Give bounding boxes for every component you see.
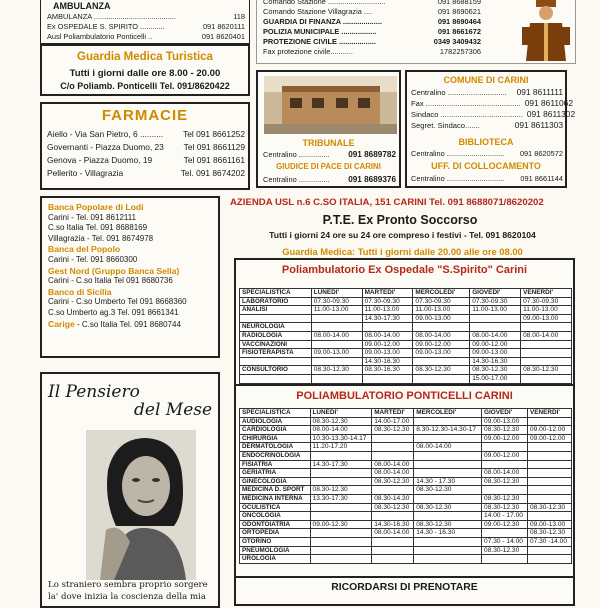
hours-cell — [310, 451, 372, 460]
ponticelli-schedule-table — [239, 408, 572, 564]
collocamento-title: UFF. DI COLLOCAMENTO — [431, 161, 541, 171]
tribunale-list — [263, 150, 396, 160]
hours-cell: 09.00-12.00 — [470, 340, 521, 349]
hours-cell — [527, 451, 571, 460]
table-row — [240, 460, 572, 469]
hours-cell: 08.00-14.00 — [414, 443, 482, 452]
hours-cell: 09.00-13.00 — [482, 417, 528, 426]
pensiero-quote-2: la' dove inizia la coscienza della mia — [48, 592, 207, 602]
list-item: Fax protezione civile........... 1782257306 — [263, 47, 481, 56]
hours-cell — [372, 546, 414, 555]
hours-cell — [414, 451, 482, 460]
hours-cell — [527, 443, 571, 452]
hours-cell — [310, 555, 372, 564]
hours-cell: 8.30-12.30-14.30-17 — [414, 426, 482, 435]
hours-cell: 14.30 - 16.30 — [414, 529, 482, 538]
hours-cell — [414, 434, 482, 443]
hours-cell — [527, 486, 571, 495]
hours-cell — [414, 512, 482, 521]
column-header: MARTEDI' — [362, 289, 413, 298]
specialty-cell: GINECOLOGIA — [240, 477, 311, 486]
table-row — [240, 331, 572, 340]
list-item: Carini - C.so Umberto Tel 091 8668360 — [48, 297, 187, 307]
list-item: Fax ............................................. 091 8611062 — [411, 98, 574, 108]
specialty-cell: DERMATOLOGIA — [240, 443, 311, 452]
guardia-medica-hours: Guardia Medica: Tutti i giorni dalle 20.00 alle ore 08.00 — [282, 246, 523, 257]
hours-cell: 08.00-14.00 — [310, 426, 372, 435]
list-item: Centralino ............... 091 8689376 — [263, 175, 396, 184]
hours-cell: 09.00-12.00 — [527, 426, 571, 435]
hours-cell — [527, 494, 571, 503]
list-item: Centralino ............................ 091 8620572 — [411, 149, 563, 158]
list-item: Pellerito - Villagrazia Tel. 091 8674202 — [47, 168, 245, 178]
list-item: Centralino ............................ 091 8611111 — [411, 87, 563, 97]
pensiero-title-b: del Mese — [134, 400, 213, 420]
farmacie-title: FARMACIE — [101, 107, 189, 124]
hours-cell: 08.30-14.30 — [372, 494, 414, 503]
guardia-turistica-title: Guardia Medica Turistica — [77, 51, 213, 63]
table-row — [240, 494, 572, 503]
hours-cell — [470, 323, 521, 332]
specialty-cell: ENDOCRINOLOGIA — [240, 451, 311, 460]
hours-cell: 08.30-12.30 — [310, 417, 372, 426]
biblioteca-list — [411, 149, 563, 159]
specialty-cell: CHIRURGIA — [240, 434, 311, 443]
hours-cell — [413, 357, 470, 366]
table-row — [240, 426, 572, 435]
table-row — [240, 417, 572, 426]
hours-cell: 07.30-09.30 — [470, 297, 521, 306]
list-item: Sindaco ....................................... 091 8611302 — [411, 109, 576, 119]
pensiero-quote-1: Lo straniero sembra proprio sorgere — [48, 580, 208, 590]
specialty-cell — [240, 374, 312, 383]
list-item: Comando Stazione ............................ 091 8688159 — [263, 0, 481, 6]
hours-cell: 09.00-13.00 — [521, 314, 572, 323]
list-item: POLIZIA MUNICIPALE ................. 091 8661672 — [263, 27, 481, 36]
hours-cell: 09.00-12.00 — [527, 434, 571, 443]
column-header: VENERDI' — [521, 289, 572, 298]
hours-cell: 08.30-12.30 — [310, 486, 372, 495]
hours-cell: 09.00-13.00 — [527, 520, 571, 529]
hours-cell — [310, 537, 372, 546]
specialty-cell: FISIOTERAPISTA — [240, 349, 312, 358]
hours-cell: 08.30-12.30 — [527, 529, 571, 538]
hours-cell: 09.00-13.00 — [413, 349, 470, 358]
table-row — [240, 323, 572, 332]
pensiero-title-a: Il Pensiero — [48, 382, 140, 402]
ambulanza-list — [47, 12, 245, 42]
hours-cell: 07.30-09.30 — [521, 297, 572, 306]
hours-cell — [413, 374, 470, 383]
hours-cell: 11.00-13.00 — [311, 306, 362, 315]
hours-cell: 09.00-12.00 — [482, 451, 528, 460]
list-item: Governanti - Piazza Duomo, 23 Tel 091 8661129 — [47, 142, 245, 152]
table-row — [240, 340, 572, 349]
specialty-cell: OTORINO — [240, 537, 311, 546]
collocamento-list — [411, 174, 563, 184]
hours-cell — [527, 417, 571, 426]
hours-cell: 08.00-14.00 — [311, 331, 362, 340]
pte-hours: Tutti i giorni 24 ore su 24 ore compreso i festivi - Tel. 091 8620104 — [269, 230, 536, 240]
hours-cell: 09.00-13.00 — [362, 349, 413, 358]
hours-cell — [521, 357, 572, 366]
list-item: GUARDIA DI FINANZA ................... 091 8690464 — [263, 17, 481, 26]
hours-cell: 08.30-12.30 — [413, 366, 470, 375]
hours-cell — [527, 469, 571, 478]
hours-cell: 14.30-17.30 — [362, 314, 413, 323]
list-item: Carini - C.so Italia Tel 091 8680736 — [48, 276, 173, 286]
hours-cell — [521, 374, 572, 383]
farmacie-box — [40, 102, 250, 190]
hours-cell — [482, 486, 528, 495]
specialty-cell: ONCOLOGIA — [240, 512, 311, 521]
table-row — [240, 357, 572, 366]
hours-cell: 08.30-12.30 — [482, 546, 528, 555]
hours-cell: 14.00 - 17.00 — [482, 512, 528, 521]
ambulanza-title: AMBULANZA — [53, 1, 111, 11]
hours-cell — [413, 323, 470, 332]
hours-cell: 07.30-09.30 — [311, 297, 362, 306]
tribunale-title: TRIBUNALE — [302, 138, 355, 148]
column-header: LUNEDI' — [310, 409, 372, 418]
table-row — [240, 486, 572, 495]
hours-cell — [521, 323, 572, 332]
hours-cell: 14.00-17.00 — [372, 417, 414, 426]
list-item: Ex OSPEDALE S. SPIRITO ............ 091 8620111 — [47, 22, 245, 31]
prenotare-title: RICORDARSI DI PRENOTARE — [331, 582, 478, 593]
police-box — [256, 0, 576, 64]
specialty-cell: ODONTOIATRIA — [240, 520, 311, 529]
hours-cell: 08.00-14.00 — [413, 331, 470, 340]
hours-cell: 11.00-13.00 — [521, 306, 572, 315]
hours-cell: 08.00-14.00 — [521, 331, 572, 340]
giudice-pace-list — [263, 175, 396, 185]
hours-cell: 09.00-12.00 — [482, 434, 528, 443]
hours-cell — [482, 555, 528, 564]
hours-cell: 08.30-12.30 — [482, 503, 528, 512]
hours-cell — [527, 555, 571, 564]
list-item: Carini - Tel. 091 8612111 — [48, 212, 137, 222]
column-header: SPECIALISTICA — [240, 409, 311, 418]
hours-cell — [482, 529, 528, 538]
hours-cell: 11.00-13.00 — [413, 306, 470, 315]
column-header: VENERDI' — [527, 409, 571, 418]
hours-cell: 08.00-14.00 — [372, 469, 414, 478]
hours-cell — [482, 443, 528, 452]
table-row — [240, 512, 572, 521]
pte-title: P.T.E. Ex Pronto Soccorso — [322, 213, 478, 227]
hours-cell: 11.20-17.20 — [310, 443, 372, 452]
specialty-cell: CARDIOLOGIA — [240, 426, 311, 435]
list-item: Centralino ............... 091 8689782 — [263, 150, 396, 159]
biblioteca-title: BIBLIOTECA — [458, 137, 514, 147]
column-header: GIOVEDI' — [482, 409, 528, 418]
specialty-cell: RADIOLOGIA — [240, 331, 312, 340]
bank-title: Banca Popolare di Lodi — [48, 202, 144, 212]
hours-cell: 08.30-12.30 — [372, 426, 414, 435]
building-photo — [264, 76, 397, 134]
hours-cell — [527, 460, 571, 469]
hours-cell: 08.00-14.00 — [372, 460, 414, 469]
list-item: C.so Italia Tel. 091 8688169 — [48, 223, 148, 233]
column-header: MERCOLEDI' — [414, 409, 482, 418]
list-item: Genova - Piazza Duomo, 19 Tel 091 8661161 — [47, 155, 245, 165]
hours-cell: 08.30-12.30 — [372, 477, 414, 486]
hours-cell — [527, 512, 571, 521]
table-header-row — [240, 289, 572, 298]
table-row — [240, 297, 572, 306]
hours-cell: 09.00-13.00 — [413, 314, 470, 323]
column-header: MARTEDI' — [372, 409, 414, 418]
specialty-cell: AUDIOLOGIA — [240, 417, 311, 426]
specialty-cell — [240, 314, 312, 323]
specialty-cell: OCULISTICA — [240, 503, 311, 512]
specialty-cell: UROLOGIA — [240, 555, 311, 564]
hours-cell — [372, 486, 414, 495]
hours-cell: 08.30-12.30 — [521, 366, 572, 375]
specialty-cell: PNEUMOLOGIA — [240, 546, 311, 555]
column-header: GIOVEDI' — [470, 289, 521, 298]
comune-title: COMUNE DI CARINI — [443, 75, 529, 85]
usl-header: AZIENDA USL n.6 C.SO ITALIA, 151 CARINI Tel. 091 8688071/8620202 — [230, 197, 544, 208]
ponticelli-title: POLIAMBULATORIO PONTICELLI CARINI — [296, 390, 513, 402]
specialty-cell: ANALISI — [240, 306, 312, 315]
list-item: Carige - C.so Italia Tel. 091 8680744 — [48, 318, 181, 329]
table-row — [240, 349, 572, 358]
table-row — [240, 451, 572, 460]
hours-cell: 08.30-12.30 — [527, 503, 571, 512]
specialty-cell: GERIATRIA — [240, 469, 311, 478]
hours-cell: 11.00-13.00 — [470, 306, 521, 315]
hours-cell — [310, 469, 372, 478]
hours-cell — [372, 434, 414, 443]
list-item: PROTEZIONE CIVILE .................. 0349 3409432 — [263, 37, 481, 46]
hours-cell: 07.30 - 14.00 — [482, 537, 528, 546]
hours-cell: 15.00-17.00 — [470, 374, 521, 383]
spirito-title: Poliambulatorio Ex Ospedale "S.Spirito" Carini — [281, 264, 528, 276]
hours-cell: 13.30-17.30 — [310, 494, 372, 503]
hours-cell — [372, 512, 414, 521]
table-row — [240, 443, 572, 452]
column-header: MERCOLEDI' — [413, 289, 470, 298]
hours-cell — [311, 374, 362, 383]
hours-cell — [414, 546, 482, 555]
police-list — [263, 0, 481, 57]
hours-cell: 07.30-09.30 — [362, 297, 413, 306]
hours-cell: 09.00-12.30 — [310, 520, 372, 529]
hours-cell: 08.30-12.30 — [372, 503, 414, 512]
hours-cell: 10.30-13.30-14.17 — [310, 434, 372, 443]
giudice-pace-title: GIUDICE DI PACE DI CARINI — [276, 162, 381, 171]
prenotare-box — [234, 576, 575, 606]
comune-box — [405, 70, 576, 188]
list-item: Centralino ............................ 091 8661144 — [411, 174, 563, 183]
comune-list — [411, 87, 576, 131]
hours-cell: 14.30 - 17.30 — [414, 477, 482, 486]
hours-cell: 14.30-16.30 — [362, 357, 413, 366]
table-row — [240, 555, 572, 564]
hours-cell — [310, 512, 372, 521]
hours-cell — [414, 469, 482, 478]
table-row — [240, 503, 572, 512]
hours-cell — [470, 314, 521, 323]
table-row — [240, 537, 572, 546]
hours-cell: 08.30-12.30 — [482, 494, 528, 503]
hours-cell: 08.30-16.30 — [362, 366, 413, 375]
hours-cell — [521, 349, 572, 358]
hours-cell: 08.30-12.30 — [414, 503, 482, 512]
table-row — [240, 366, 572, 375]
portrait-photo — [86, 430, 196, 580]
hours-cell — [311, 314, 362, 323]
hours-cell: 08.30-12.30 — [311, 366, 362, 375]
table-row — [240, 546, 572, 555]
hours-cell — [310, 477, 372, 486]
banks-box — [40, 196, 220, 358]
list-item: Carini - Tel. 091 8660300 — [48, 254, 138, 264]
table-row — [240, 529, 572, 538]
table-row — [240, 434, 572, 443]
hours-cell — [372, 443, 414, 452]
guardia-turistica-box — [40, 44, 250, 96]
hours-cell: 14.30-17.30 — [310, 460, 372, 469]
hours-cell — [362, 374, 413, 383]
hours-cell — [414, 417, 482, 426]
hours-cell: 08.00-14.00 — [362, 331, 413, 340]
hours-cell — [372, 451, 414, 460]
hours-cell — [311, 340, 362, 349]
hours-cell — [414, 460, 482, 469]
hours-cell: 09.00-13.00 — [470, 349, 521, 358]
bank-title: Banco di Sicilia — [48, 286, 112, 297]
table-row — [240, 520, 572, 529]
hours-cell: 08.30-12.30 — [414, 486, 482, 495]
list-item: AMBULANZA ........................................ 118 — [47, 12, 245, 21]
table-row — [240, 477, 572, 486]
list-item: Aiello - Via San Pietro, 6 .......... Tel 091 8661252 — [47, 129, 245, 139]
guardia-turistica-location: C/o Poliamb. Ponticelli Tel. 091/8620422 — [60, 81, 230, 91]
specialty-cell: LABORATORIO — [240, 297, 312, 306]
specialty-cell: CONSULTORIO — [240, 366, 312, 375]
hours-cell — [414, 494, 482, 503]
list-item: Comando Stazione Villagrazia .... 091 8690621 — [263, 7, 481, 16]
tribunale-box — [256, 70, 401, 188]
bank-title: Banca del Popolo — [48, 244, 121, 255]
table-row — [240, 306, 572, 315]
hours-cell — [372, 537, 414, 546]
hours-cell: 09.00-13.00 — [311, 349, 362, 358]
hours-cell — [414, 537, 482, 546]
hours-cell: 08.30-12.30 — [482, 477, 528, 486]
specialty-cell: ORTOPEDIA — [240, 529, 311, 538]
hours-cell: 14.30-16.30 — [470, 357, 521, 366]
hours-cell: 11.00-13.00 — [362, 306, 413, 315]
hours-cell — [311, 323, 362, 332]
list-item: Segret. Sindaco....... 091 8611303 — [411, 120, 563, 130]
specialty-cell: FISIATRIA — [240, 460, 311, 469]
hours-cell: 14.30-16.30 — [372, 520, 414, 529]
spirito-box — [234, 258, 575, 386]
pensiero-box — [40, 372, 220, 608]
hours-cell: 08.30-12.30 — [470, 366, 521, 375]
hours-cell: 09.00-12.30 — [482, 520, 528, 529]
hours-cell: 08.00-14.00 — [372, 529, 414, 538]
farmacie-list — [47, 128, 245, 180]
emergency-box — [40, 0, 250, 44]
column-header: LUNEDI' — [311, 289, 362, 298]
spirito-schedule-table — [239, 288, 572, 384]
table-row — [240, 469, 572, 478]
table-header-row — [240, 409, 572, 418]
hours-cell — [482, 460, 528, 469]
specialty-cell: VACCINAZIONI — [240, 340, 312, 349]
specialty-cell: NEUROLOGIA — [240, 323, 312, 332]
column-header: SPECIALISTICA — [240, 289, 312, 298]
hours-cell — [362, 323, 413, 332]
hours-cell: 08.30-12.30 — [414, 520, 482, 529]
hours-cell: 08.00-14.00 — [482, 469, 528, 478]
specialty-cell — [240, 357, 312, 366]
hours-cell — [521, 340, 572, 349]
list-item: Ausl Poliambulatorio Ponticelli .. 091 8620401 — [47, 32, 245, 41]
hours-cell — [310, 546, 372, 555]
hours-cell — [372, 555, 414, 564]
specialty-cell: MEDICINA INTERNA — [240, 494, 311, 503]
hours-cell: 09.00-12.00 — [413, 340, 470, 349]
carabiniere-icon — [522, 0, 570, 61]
hours-cell: 07.30 -14.00 — [527, 537, 571, 546]
hours-cell: 09.00-12.00 — [362, 340, 413, 349]
hours-cell — [527, 546, 571, 555]
hours-cell: 08.00-14.00 — [470, 331, 521, 340]
table-row — [240, 314, 572, 323]
hours-cell — [414, 555, 482, 564]
hours-cell — [310, 503, 372, 512]
guardia-turistica-hours: Tutti i giorni dalle ore 8.00 - 20.00 — [69, 68, 221, 79]
hours-cell — [311, 357, 362, 366]
bank-title: Gest Nord (Gruppo Banca Sella) — [48, 265, 180, 276]
hours-cell: 08.30-12.30 — [482, 426, 528, 435]
list-item: Villagrazia - Tel. 091 8674978 — [48, 233, 154, 243]
hours-cell — [310, 529, 372, 538]
hours-cell: 07.30-09.30 — [413, 297, 470, 306]
table-row — [240, 374, 572, 383]
banks-list — [48, 202, 218, 330]
hours-cell — [527, 477, 571, 486]
specialty-cell: MEDICINA D. SPORT — [240, 486, 311, 495]
ponticelli-box — [234, 384, 575, 580]
list-item: C.so Umberto ag.3 Tel. 091 8661341 — [48, 307, 179, 317]
